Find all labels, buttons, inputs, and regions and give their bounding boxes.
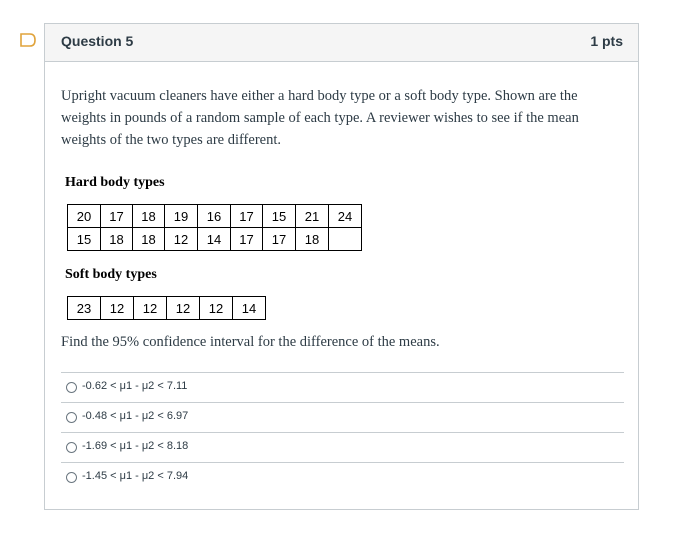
table-cell: 12 [134,297,167,320]
table-cell [329,228,362,251]
answer-option[interactable] [61,372,624,402]
soft-body-heading: Soft body types [65,267,157,282]
hard-body-row-1 [68,205,362,228]
answer-label[interactable]: -1.45 < μ1 - μ2 < 7.94 [82,470,189,482]
question-card [44,23,639,510]
table-cell: 14 [198,228,231,251]
question-text: Upright vacuum cleaners have either a hard body type or a soft body type. Shown are the weights in pounds of a random sample of each type. A reviewer wishes to see if the mean weights of the two types are different. [61,88,579,148]
table-cell: 15 [68,228,101,251]
flag-question-icon[interactable] [20,33,36,47]
soft-body-row-1 [68,297,266,320]
table-cell: 24 [329,205,362,228]
hard-body-table [67,204,362,251]
answer-list [61,372,624,492]
table-cell: 12 [101,297,134,320]
table-cell: 18 [101,228,133,251]
table-cell: 17 [231,205,263,228]
table-cell: 20 [68,205,101,228]
table-cell: 14 [233,297,266,320]
question-header [45,24,638,62]
table-cell: 18 [133,228,165,251]
table-cell: 23 [68,297,101,320]
question-points: 1 pts [590,33,623,49]
table-cell: 15 [263,205,296,228]
question-title: Question 5 [61,33,134,49]
answer-label[interactable]: -0.62 < μ1 - μ2 < 7.11 [82,380,188,392]
table-cell: 18 [133,205,165,228]
radio-button[interactable] [66,382,77,393]
hard-body-row-2 [68,228,362,251]
table-cell: 12 [167,297,200,320]
table-cell: 21 [296,205,329,228]
radio-button[interactable] [66,412,77,423]
table-cell: 12 [200,297,233,320]
soft-body-table [67,296,266,320]
table-cell: 17 [231,228,263,251]
answer-option[interactable] [61,462,624,492]
instruction-text: Find the 95% confidence interval for the difference of the means. [61,334,440,350]
answer-option[interactable] [61,402,624,432]
table-cell: 12 [165,228,198,251]
table-cell: 16 [198,205,231,228]
hard-body-heading: Hard body types [65,175,165,190]
table-cell: 17 [263,228,296,251]
answer-option[interactable] [61,432,624,462]
answer-label[interactable]: -1.69 < μ1 - μ2 < 8.18 [82,440,189,452]
table-cell: 17 [101,205,133,228]
answer-label[interactable]: -0.48 < μ1 - μ2 < 6.97 [82,410,189,422]
table-cell: 19 [165,205,198,228]
radio-button[interactable] [66,472,77,483]
table-cell: 18 [296,228,329,251]
radio-button[interactable] [66,442,77,453]
